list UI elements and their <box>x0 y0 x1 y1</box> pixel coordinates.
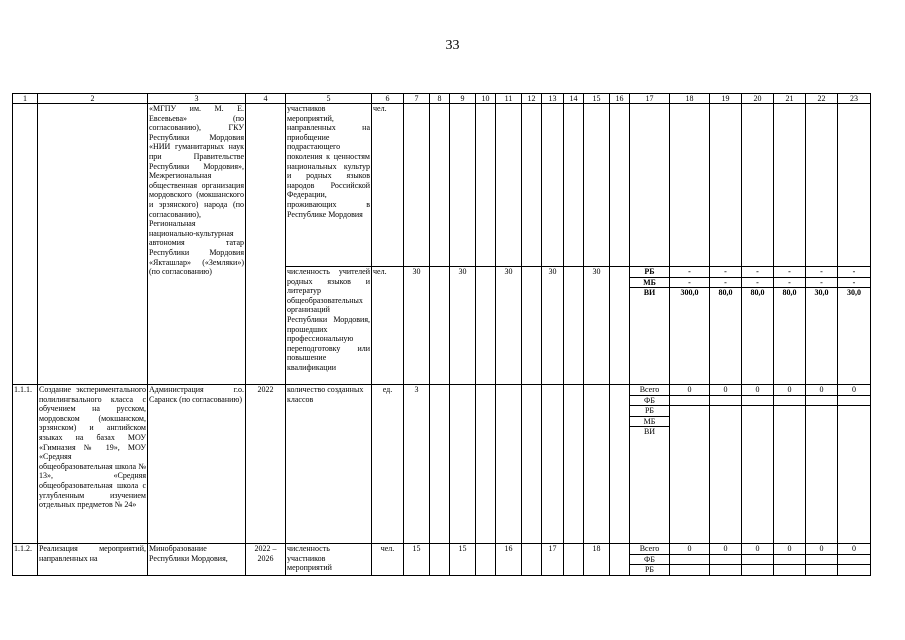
value-cell: 15 <box>450 544 476 576</box>
funding-value: - <box>838 267 870 278</box>
funding-source: РБ <box>630 406 669 417</box>
executor-cell: «МГПУ им. М. Е. Евсевьева» (по согласованию), ГКУ Республики Мордовия «НИИ гуманитарных наук при Правительстве Республики Мордовия», Межрегиональная общественная организация мордовского (мокшанского и эрзянского) народа (по согласованию), Региональная национально-культурная автономия татар Республики Мордовия «Якташлар» («Земляки») (по согласованию) <box>148 104 246 385</box>
value-cell: 30 <box>542 267 564 385</box>
funding-value: - <box>742 267 773 278</box>
header-cell: 21 <box>774 94 806 104</box>
header-cell: 11 <box>496 94 522 104</box>
funding-source: ВИ <box>643 427 656 437</box>
funding-value-cell <box>838 385 871 544</box>
funding-value: - <box>710 278 741 289</box>
term-cell: 2022 <box>246 385 286 544</box>
value-cell: 30 <box>584 267 610 385</box>
funding-value: 0 <box>670 385 709 396</box>
table-row <box>13 544 871 576</box>
funding-source: МБ <box>630 417 669 428</box>
indicator-cell: численность учителей родных языков и литератур общеобразовательных организаций Республики Мордовия, прошедших профессиональную переподготовку или повышение квалификации <box>286 267 372 385</box>
unit-cell: чел. <box>372 267 404 385</box>
funding-value-cell <box>742 267 774 385</box>
measure-name: Реализация мероприятий, направленных на <box>38 544 148 576</box>
funding-value: 0 <box>774 544 805 555</box>
funding-value: 300,0 <box>680 288 699 298</box>
funding-source: МБ <box>630 278 669 289</box>
header-cell: 9 <box>450 94 476 104</box>
value-cell: 18 <box>584 544 610 576</box>
funding-value: 80,0 <box>782 288 797 298</box>
header-cell: 22 <box>806 94 838 104</box>
funding-value-cell <box>670 544 710 576</box>
header-cell: 13 <box>542 94 564 104</box>
header-cell: 3 <box>148 94 246 104</box>
funding-value: - <box>670 267 709 278</box>
funding-value: - <box>710 267 741 278</box>
value-cell: 16 <box>496 544 522 576</box>
program-table <box>12 93 871 576</box>
header-cell: 5 <box>286 94 372 104</box>
funding-value-cell <box>710 385 742 544</box>
value-cell: 3 <box>404 385 430 544</box>
funding-value: 0 <box>670 544 709 555</box>
unit-cell: чел. <box>372 544 404 576</box>
funding-value: 0 <box>710 385 741 396</box>
header-cell: 20 <box>742 94 774 104</box>
executor-cell: Администрация г.о. Саранск (по согласованию) <box>148 385 246 544</box>
indicator-cell: численность участников мероприятий <box>286 544 372 576</box>
funding-value-cell <box>806 385 838 544</box>
funding-value: 0 <box>838 385 870 396</box>
value-cell: 30 <box>496 267 522 385</box>
unit-cell: чел. <box>372 104 404 267</box>
value-cell: 30 <box>450 267 476 385</box>
funding-value-cell <box>838 267 871 385</box>
funding-source: ФБ <box>630 555 669 566</box>
value-cell: 15 <box>404 544 430 576</box>
funding-value: 0 <box>774 385 805 396</box>
measure-name: Создание экспериментального полилингвального класса с обучением на русском, мордовском (мокшанском, эрзянском) и английском языках на базах МОУ «Гимназия № 19», МОУ «Средняя общеобразовательная школа № 13», «Средняя общеобразовательная школа с углубленным изучением отдельных предметов № 24» <box>38 385 148 544</box>
header-cell: 7 <box>404 94 430 104</box>
page-number: 33 <box>445 38 460 53</box>
header-cell: 16 <box>610 94 630 104</box>
indicator-cell: участников мероприятий, направленных на приобщение подрастающего поколения к ценностям национальных культур и родных языков народов Российской Федерации, проживающих в Республике Мордовия <box>286 104 372 267</box>
funding-value: - <box>806 278 837 289</box>
header-cell: 12 <box>522 94 542 104</box>
funding-value: 30,0 <box>814 288 829 298</box>
funding-source: РБ <box>630 267 669 278</box>
funding-source-cell <box>630 267 670 385</box>
funding-value: 0 <box>806 385 837 396</box>
funding-value: 30,0 <box>847 288 861 298</box>
funding-value-cell <box>670 267 710 385</box>
header-cell: 6 <box>372 94 404 104</box>
header-cell: 8 <box>430 94 450 104</box>
table-row <box>13 104 871 267</box>
header-cell: 19 <box>710 94 742 104</box>
header-cell: 15 <box>584 94 610 104</box>
funding-value: 0 <box>838 544 870 555</box>
funding-value-cell <box>710 544 742 576</box>
funding-value: 80,0 <box>718 288 733 298</box>
funding-value: - <box>670 278 709 289</box>
funding-value: 80,0 <box>750 288 765 298</box>
indicator-cell: количество созданных классов <box>286 385 372 544</box>
funding-source-cell <box>630 385 670 544</box>
table-row <box>13 385 871 544</box>
funding-value: 0 <box>742 385 773 396</box>
funding-source: Всего <box>630 544 669 555</box>
header-cell: 14 <box>564 94 584 104</box>
header-cell: 10 <box>476 94 496 104</box>
funding-value-cell <box>710 267 742 385</box>
funding-value: 0 <box>710 544 741 555</box>
term-cell: 2022 – 2026 <box>246 544 286 576</box>
funding-value-cell <box>838 544 871 576</box>
funding-source: Всего <box>630 385 669 396</box>
header-cell: 4 <box>246 94 286 104</box>
header-cell: 17 <box>630 94 670 104</box>
funding-value-cell <box>806 544 838 576</box>
funding-source-cell <box>630 544 670 576</box>
funding-source: ФБ <box>630 396 669 407</box>
funding-value-cell <box>774 267 806 385</box>
funding-value: - <box>774 267 805 278</box>
funding-value: - <box>742 278 773 289</box>
executor-cell: Минобразование Республики Мордовия, <box>148 544 246 576</box>
header-cell: 18 <box>670 94 710 104</box>
funding-value-cell <box>742 544 774 576</box>
funding-value-cell <box>670 385 710 544</box>
funding-value: - <box>806 267 837 278</box>
header-cell: 1 <box>13 94 38 104</box>
funding-value-cell <box>742 385 774 544</box>
funding-value: - <box>774 278 805 289</box>
header-cell: 2 <box>38 94 148 104</box>
column-number-row <box>13 94 871 104</box>
item-number: 1.1.1. <box>13 385 38 544</box>
funding-value: 0 <box>806 544 837 555</box>
funding-value-cell <box>806 267 838 385</box>
item-number: 1.1.2. <box>13 544 38 576</box>
funding-source: ВИ <box>643 288 656 298</box>
funding-value-cell <box>774 385 806 544</box>
funding-value-cell <box>774 544 806 576</box>
unit-cell: ед. <box>372 385 404 544</box>
value-cell: 30 <box>404 267 430 385</box>
funding-source: РБ <box>644 565 655 575</box>
funding-value: - <box>838 278 870 289</box>
funding-value: 0 <box>742 544 773 555</box>
header-cell: 23 <box>838 94 871 104</box>
value-cell: 17 <box>542 544 564 576</box>
